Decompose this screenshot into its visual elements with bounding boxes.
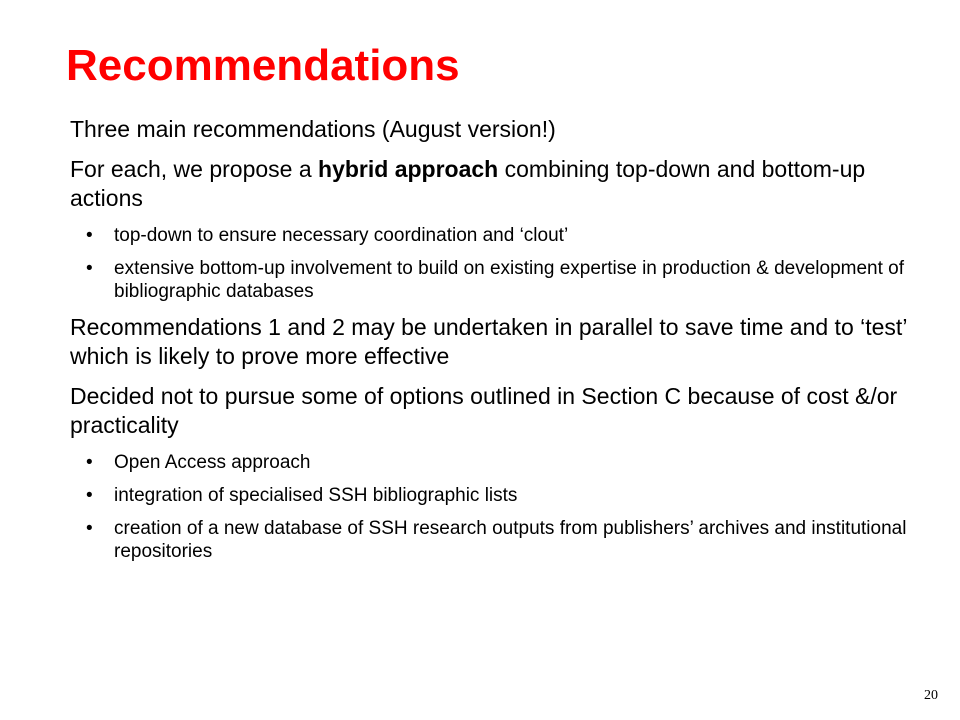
bullet-item: • creation of a new database of SSH research outputs from publishers’ archives and institutional repositories (70, 517, 930, 563)
bullet-item: • extensive bottom-up involvement to build on existing expertise in production & development of bibliographic databases (70, 257, 930, 303)
slide-title: Recommendations (66, 41, 460, 90)
slide-body (70, 115, 930, 573)
paragraph-3: Recommendations 1 and 2 may be undertaken in parallel to save time and to ‘test’ which is likely to prove more effective (70, 314, 907, 369)
paragraph-1: Three main recommendations (August version!) (70, 116, 556, 142)
page-number: 20 (924, 688, 938, 703)
paragraph-4: Decided not to pursue some of options outlined in Section C because of cost &/or practicality (70, 383, 898, 438)
bullet-item: • top-down to ensure necessary coordination and ‘clout’ (70, 224, 930, 247)
paragraph-2-bold: hybrid approach (318, 156, 499, 182)
bullet-list-2 (70, 451, 930, 563)
paragraph-2-before: For each, we propose a (70, 156, 319, 182)
bullet-item: • Open Access approach (70, 451, 930, 474)
paragraph-2 (70, 155, 930, 213)
paragraph-2-after: combining top-down and bottom-up actions (70, 156, 866, 211)
bullet-list-1 (70, 224, 930, 303)
bullet-item: • integration of specialised SSH bibliographic lists (70, 484, 930, 507)
